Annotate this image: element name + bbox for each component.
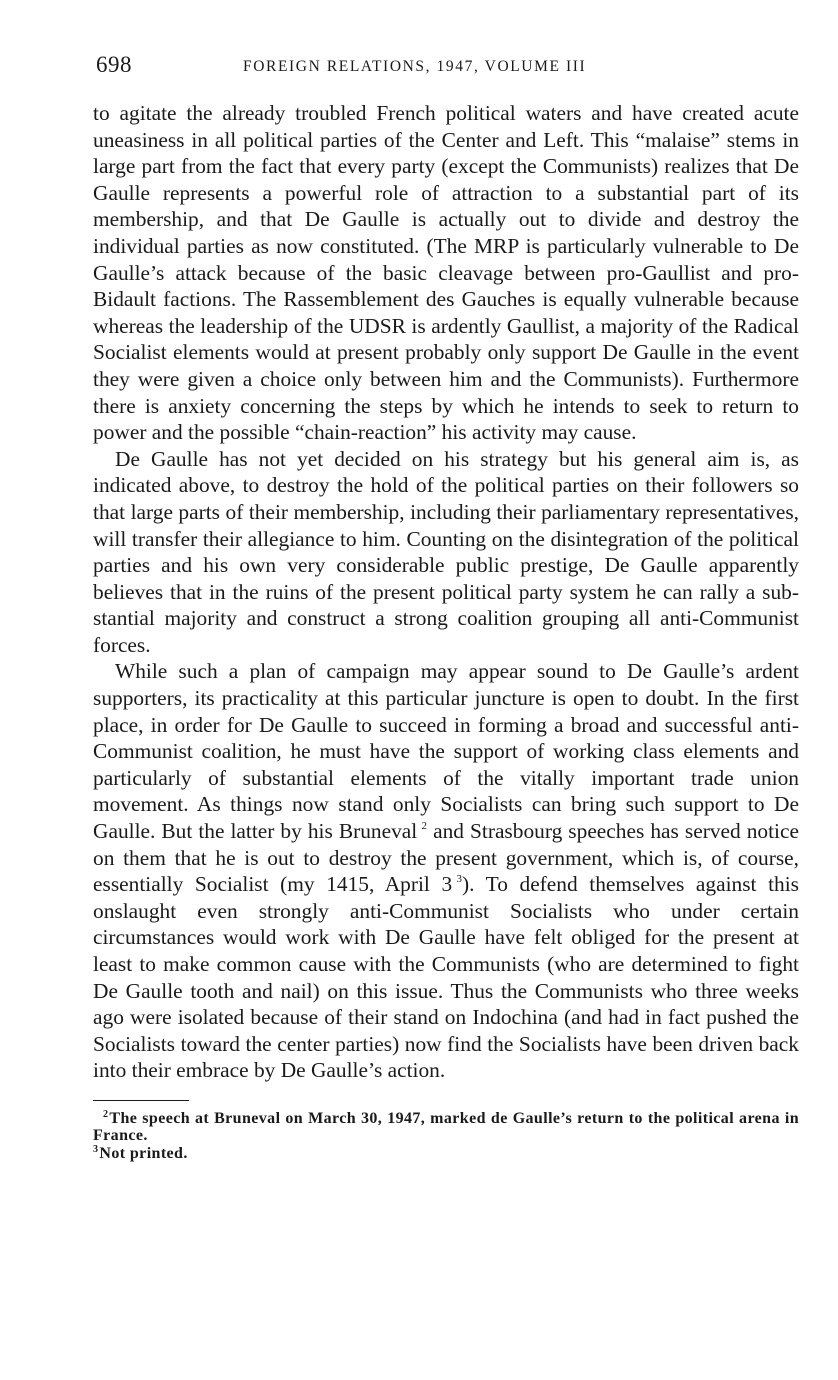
document-page (93, 52, 799, 1162)
paragraph-3-part-3: ). To defend themselves against this onslaught even strongly anti-Communist Socialists who under certain circumstances would work with De Gaulle have felt obliged for the present at least to make common cause with the Communists (who are determined to fight De Gaulle tooth and nail) on this issue. Thus the Communists who three weeks ago were isolated because of their stand on Indochina (and had in fact pushed the Socialists toward the center parties) now find the Socialists have been driven back into their embrace by De Gaulle’s action. (93, 872, 799, 1083)
page-header (93, 52, 799, 86)
body-text (93, 100, 799, 1084)
footnote-text: Not printed. (99, 1144, 188, 1162)
footnote-3 (93, 1145, 799, 1163)
footnotes (93, 1110, 799, 1163)
paragraph-3-part-2: and Strasbourg speeches has served notice on them that he is out to destroy the present government, which is, of course, essentially Socialist (my 1415, April 3 (93, 819, 799, 897)
footnote-mark: 3 (93, 1143, 99, 1155)
footnote-divider (93, 1100, 189, 1101)
running-title: FOREIGN RELATIONS, 1947, VOLUME III (243, 58, 587, 75)
footnote-reference-2: 2 (421, 820, 428, 833)
paragraph-1: to agitate the already troubled French political waters and have created acute uneasiness in all political parties of the Center and Left. This “malaise” stems in large part from the fact that every party (except the Communists) realizes that De Gaulle represents a powerful role of attraction to a substantial part of its membership, and that De Gaulle is actually out to divide and destroy the individual parties as now constituted. (The MRP is particularly vulnerable to De Gaulle’s attack because of the basic cleavage between pro-Gaullist and pro-Bidault factions. The Rassemblement des Gauches is equally vulnerable because whereas the leadership of the UDSR is ardently Gaullist, a majority of the Radical Socialist elements would at present probably only support De Gaulle in the event they were given a choice only between him and the Communists). Furthermore there is anxiety concerning the steps by which he intends to seek to return to power and the possible “chain-reaction” his activity may cause. (93, 101, 799, 445)
footnote-2 (93, 1110, 799, 1145)
footnote-reference-3: 3 (456, 873, 462, 886)
paragraph-3-part-1: While such a plan of campaign may appear sound to De Gaulle’s ardent supporters, its practicality at this particular juncture is open to doubt. In the first place, in order for De Gaulle to succeed in forming a broad and successful anti-Communist coalition, he must have the support of working class elements and particularly of substantial elements of the vitally important trade union movement. As things now stand only Socialists can bring such support to De Gaulle. But the latter by his Bruneval (93, 659, 799, 844)
paragraph-2: De Gaulle has not yet decided on his strategy but his general aim is, as indicated above, to destroy the hold of the political parties on their followers so that large parts of their membership, including their parliamentary representatives, will transfer their allegiance to him. Counting on the disintegration of the political parties and his own very considerable public prestige, De Gaulle apparently believes that in the ruins of the present political party system he can rally a substantial majority and construct a strong coalition grouping all anti-Communist forces. (93, 446, 799, 657)
page-number: 698 (96, 52, 132, 77)
paragraph-3 (93, 658, 799, 1084)
footnote-text: The speech at Bruneval on March 30, 1947, marked de Gaulle’s return to the political arena in France. (93, 1109, 799, 1145)
footnote-mark: 2 (103, 1108, 109, 1120)
